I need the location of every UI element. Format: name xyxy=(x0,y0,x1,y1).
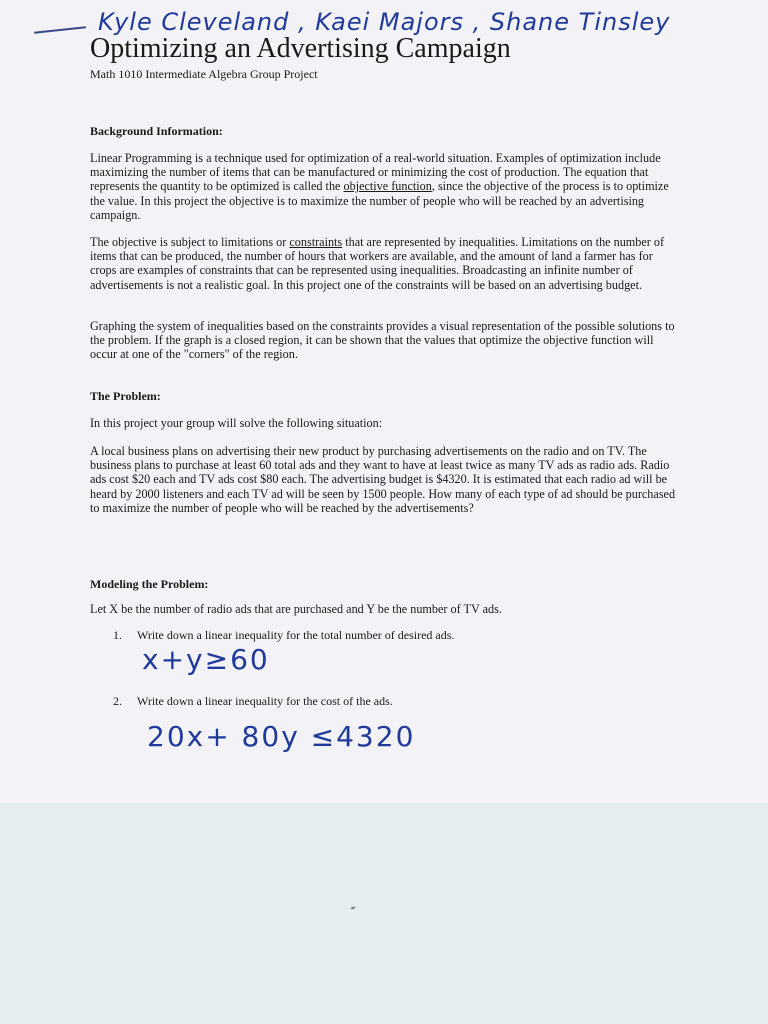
p2-text-a: The objective is subject to limitations or xyxy=(90,235,290,249)
question-1-number: 1. xyxy=(113,628,122,642)
background-paragraph-1 xyxy=(90,151,680,222)
problem-intro: In this project your group will solve the following situation: xyxy=(90,416,383,430)
p2-text-b: that are represented by inequalities. Limitations on the number of items that can be produced, the number of hours that workers are available, and the amount of land a farmer has for crops are examples of constraints that can be represented using inequalities. Broadcasting an infinite number of advertisements is not a realistic goal. In this project one of the constraints will be based on an advertising budget. xyxy=(90,235,665,292)
constraints-term: constraints xyxy=(289,235,343,249)
student-names: Kyle Cleveland , Kaei Majors , Shane Tinsley xyxy=(98,8,671,36)
background-paragraph-3: Graphing the system of inequalities based on the constraints provides a visual representation of the possible solutions to the problem. If the graph is a closed region, it can be shown that the values that optimize the objective function will occur at one of the "corners" of the region. xyxy=(90,319,675,362)
question-1-text: Write down a linear inequality for the total number of desired ads. xyxy=(137,628,455,642)
p1-text-a: Linear Programming is a technique used for optimization of a real-world situation. Examples of optimization include maximizing the number of items that can be manufactured or minimizing the cost of production. The equation that represents the quantity to be optimized is called the xyxy=(90,151,661,194)
document-subtitle: Math 1010 Intermediate Algebra Group Project xyxy=(90,67,318,81)
background-paragraph-2 xyxy=(90,235,680,292)
modeling-intro: Let X be the number of radio ads that are purchased and Y be the number of TV ads. xyxy=(90,602,502,616)
answer-2: 20x+ 80y ≤4320 xyxy=(147,720,416,753)
modeling-heading: Modeling the Problem: xyxy=(90,577,209,591)
p1-text-b: , since the objective of the process is to optimize the value. In this project the objective is to maximize the number of people who will be reached by an advertising campaign. xyxy=(90,179,669,222)
document-title: Optimizing an Advertising Campaign xyxy=(90,33,511,64)
problem-heading: The Problem: xyxy=(90,389,161,403)
background-heading: Background Information: xyxy=(90,124,223,138)
problem-text: A local business plans on advertising their new product by purchasing advertisements on the radio and on TV. The business plans to purchase at least 60 total ads and they want to have at least twice as many TV ads as radio ads. Radio ads cost $20 each and TV ads cost $80 each. The advertising budget is $4320. It is estimated that each radio ad will be heard by 2000 listeners and each TV ad will be seen by 1500 people. How many of each type of ad should be purchased to maximize the number of people who will be reached by the advertisements? xyxy=(90,444,676,515)
question-1 xyxy=(113,628,454,643)
scanner-background xyxy=(0,803,768,1024)
question-2-number: 2. xyxy=(113,694,122,708)
question-2-text: Write down a linear inequality for the cost of the ads. xyxy=(137,694,393,708)
answer-1: x+y≥60 xyxy=(142,643,270,676)
question-2 xyxy=(113,694,393,709)
objective-function-term: objective function xyxy=(343,179,432,194)
